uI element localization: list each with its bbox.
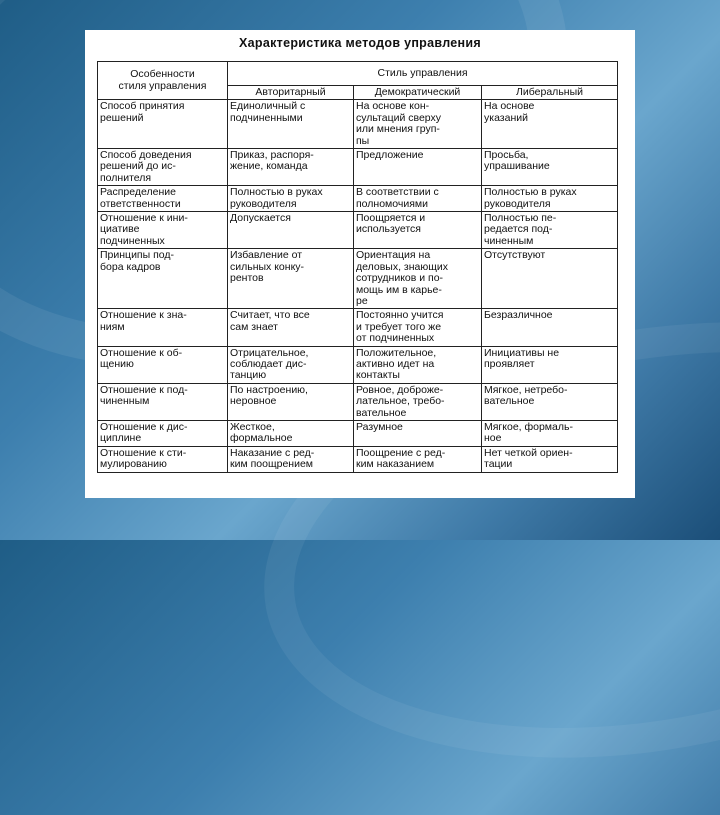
liberal-cell: На основе указаний	[482, 100, 618, 149]
table-row	[98, 446, 618, 472]
header-liberal: Либеральный	[482, 86, 618, 100]
authoritarian-cell: Считает, что все сам знает	[228, 309, 354, 346]
authoritarian-cell: Избавление от сильных конку- рентов	[228, 249, 354, 309]
table-row	[98, 309, 618, 346]
authoritarian-cell: Единоличный с подчиненными	[228, 100, 354, 149]
liberal-cell: Полностью в руках руководителя	[482, 186, 618, 212]
authoritarian-cell: Жесткое, формальное	[228, 420, 354, 446]
feature-cell: Распределение ответственности	[98, 186, 228, 212]
democratic-cell: На основе кон- сультаций сверху или мнения груп- пы	[354, 100, 482, 149]
democratic-cell: В соответствии с полномочиями	[354, 186, 482, 212]
feature-cell: Отношение к зна- ниям	[98, 309, 228, 346]
table-row	[98, 249, 618, 309]
liberal-cell: Безразличное	[482, 309, 618, 346]
table-row	[98, 186, 618, 212]
table-row	[98, 383, 618, 420]
democratic-cell: Поощряется и используется	[354, 212, 482, 249]
democratic-cell: Постоянно учится и требует того же от подчиненных	[354, 309, 482, 346]
feature-cell: Отношение к об- щению	[98, 346, 228, 383]
authoritarian-cell: Отрицательное, соблюдает дис- танцию	[228, 346, 354, 383]
management-styles-table	[97, 61, 618, 473]
table-row	[98, 346, 618, 383]
liberal-cell: Мягкое, нетребо- вательное	[482, 383, 618, 420]
liberal-cell: Просьба, упрашивание	[482, 149, 618, 186]
liberal-cell: Полностью пе- редается под- чиненным	[482, 212, 618, 249]
authoritarian-cell: Полностью в руках руководителя	[228, 186, 354, 212]
feature-cell: Принципы под- бора кадров	[98, 249, 228, 309]
feature-cell: Отношение к под- чиненным	[98, 383, 228, 420]
feature-cell: Способ доведения решений до ис- полнителя	[98, 149, 228, 186]
liberal-cell: Отсутствуют	[482, 249, 618, 309]
table-row	[98, 420, 618, 446]
header-style-group: Стиль управления	[228, 62, 618, 86]
feature-cell: Отношение к дис- циплине	[98, 420, 228, 446]
header-democratic: Демократический	[354, 86, 482, 100]
democratic-cell: Положительное, активно идет на контакты	[354, 346, 482, 383]
democratic-cell: Разумное	[354, 420, 482, 446]
feature-cell: Способ принятия решений	[98, 100, 228, 149]
democratic-cell: Поощрение с ред- ким наказанием	[354, 446, 482, 472]
liberal-cell: Нет четкой ориен- тации	[482, 446, 618, 472]
feature-cell: Отношение к сти- мулированию	[98, 446, 228, 472]
democratic-cell: Предложение	[354, 149, 482, 186]
authoritarian-cell: Приказ, распоря- жение, команда	[228, 149, 354, 186]
slide-image	[85, 30, 635, 498]
liberal-cell: Мягкое, формаль- ное	[482, 420, 618, 446]
democratic-cell: Ровное, доброже- лательное, требо- вательное	[354, 383, 482, 420]
header-authoritarian: Авторитарный	[228, 86, 354, 100]
table-row	[98, 149, 618, 186]
table-row	[98, 212, 618, 249]
table-row	[98, 100, 618, 149]
authoritarian-cell: По настроению, неровное	[228, 383, 354, 420]
feature-cell: Отношение к ини- циативе подчиненных	[98, 212, 228, 249]
authoritarian-cell: Допускается	[228, 212, 354, 249]
authoritarian-cell: Наказание с ред- ким поощрением	[228, 446, 354, 472]
header-features: Особенности стиля управления	[98, 62, 228, 100]
liberal-cell: Инициативы не проявляет	[482, 346, 618, 383]
table-title: Характеристика методов управления	[239, 36, 481, 50]
democratic-cell: Ориентация на деловых, знающих сотрудников и по- мощь им в карье- ре	[354, 249, 482, 309]
